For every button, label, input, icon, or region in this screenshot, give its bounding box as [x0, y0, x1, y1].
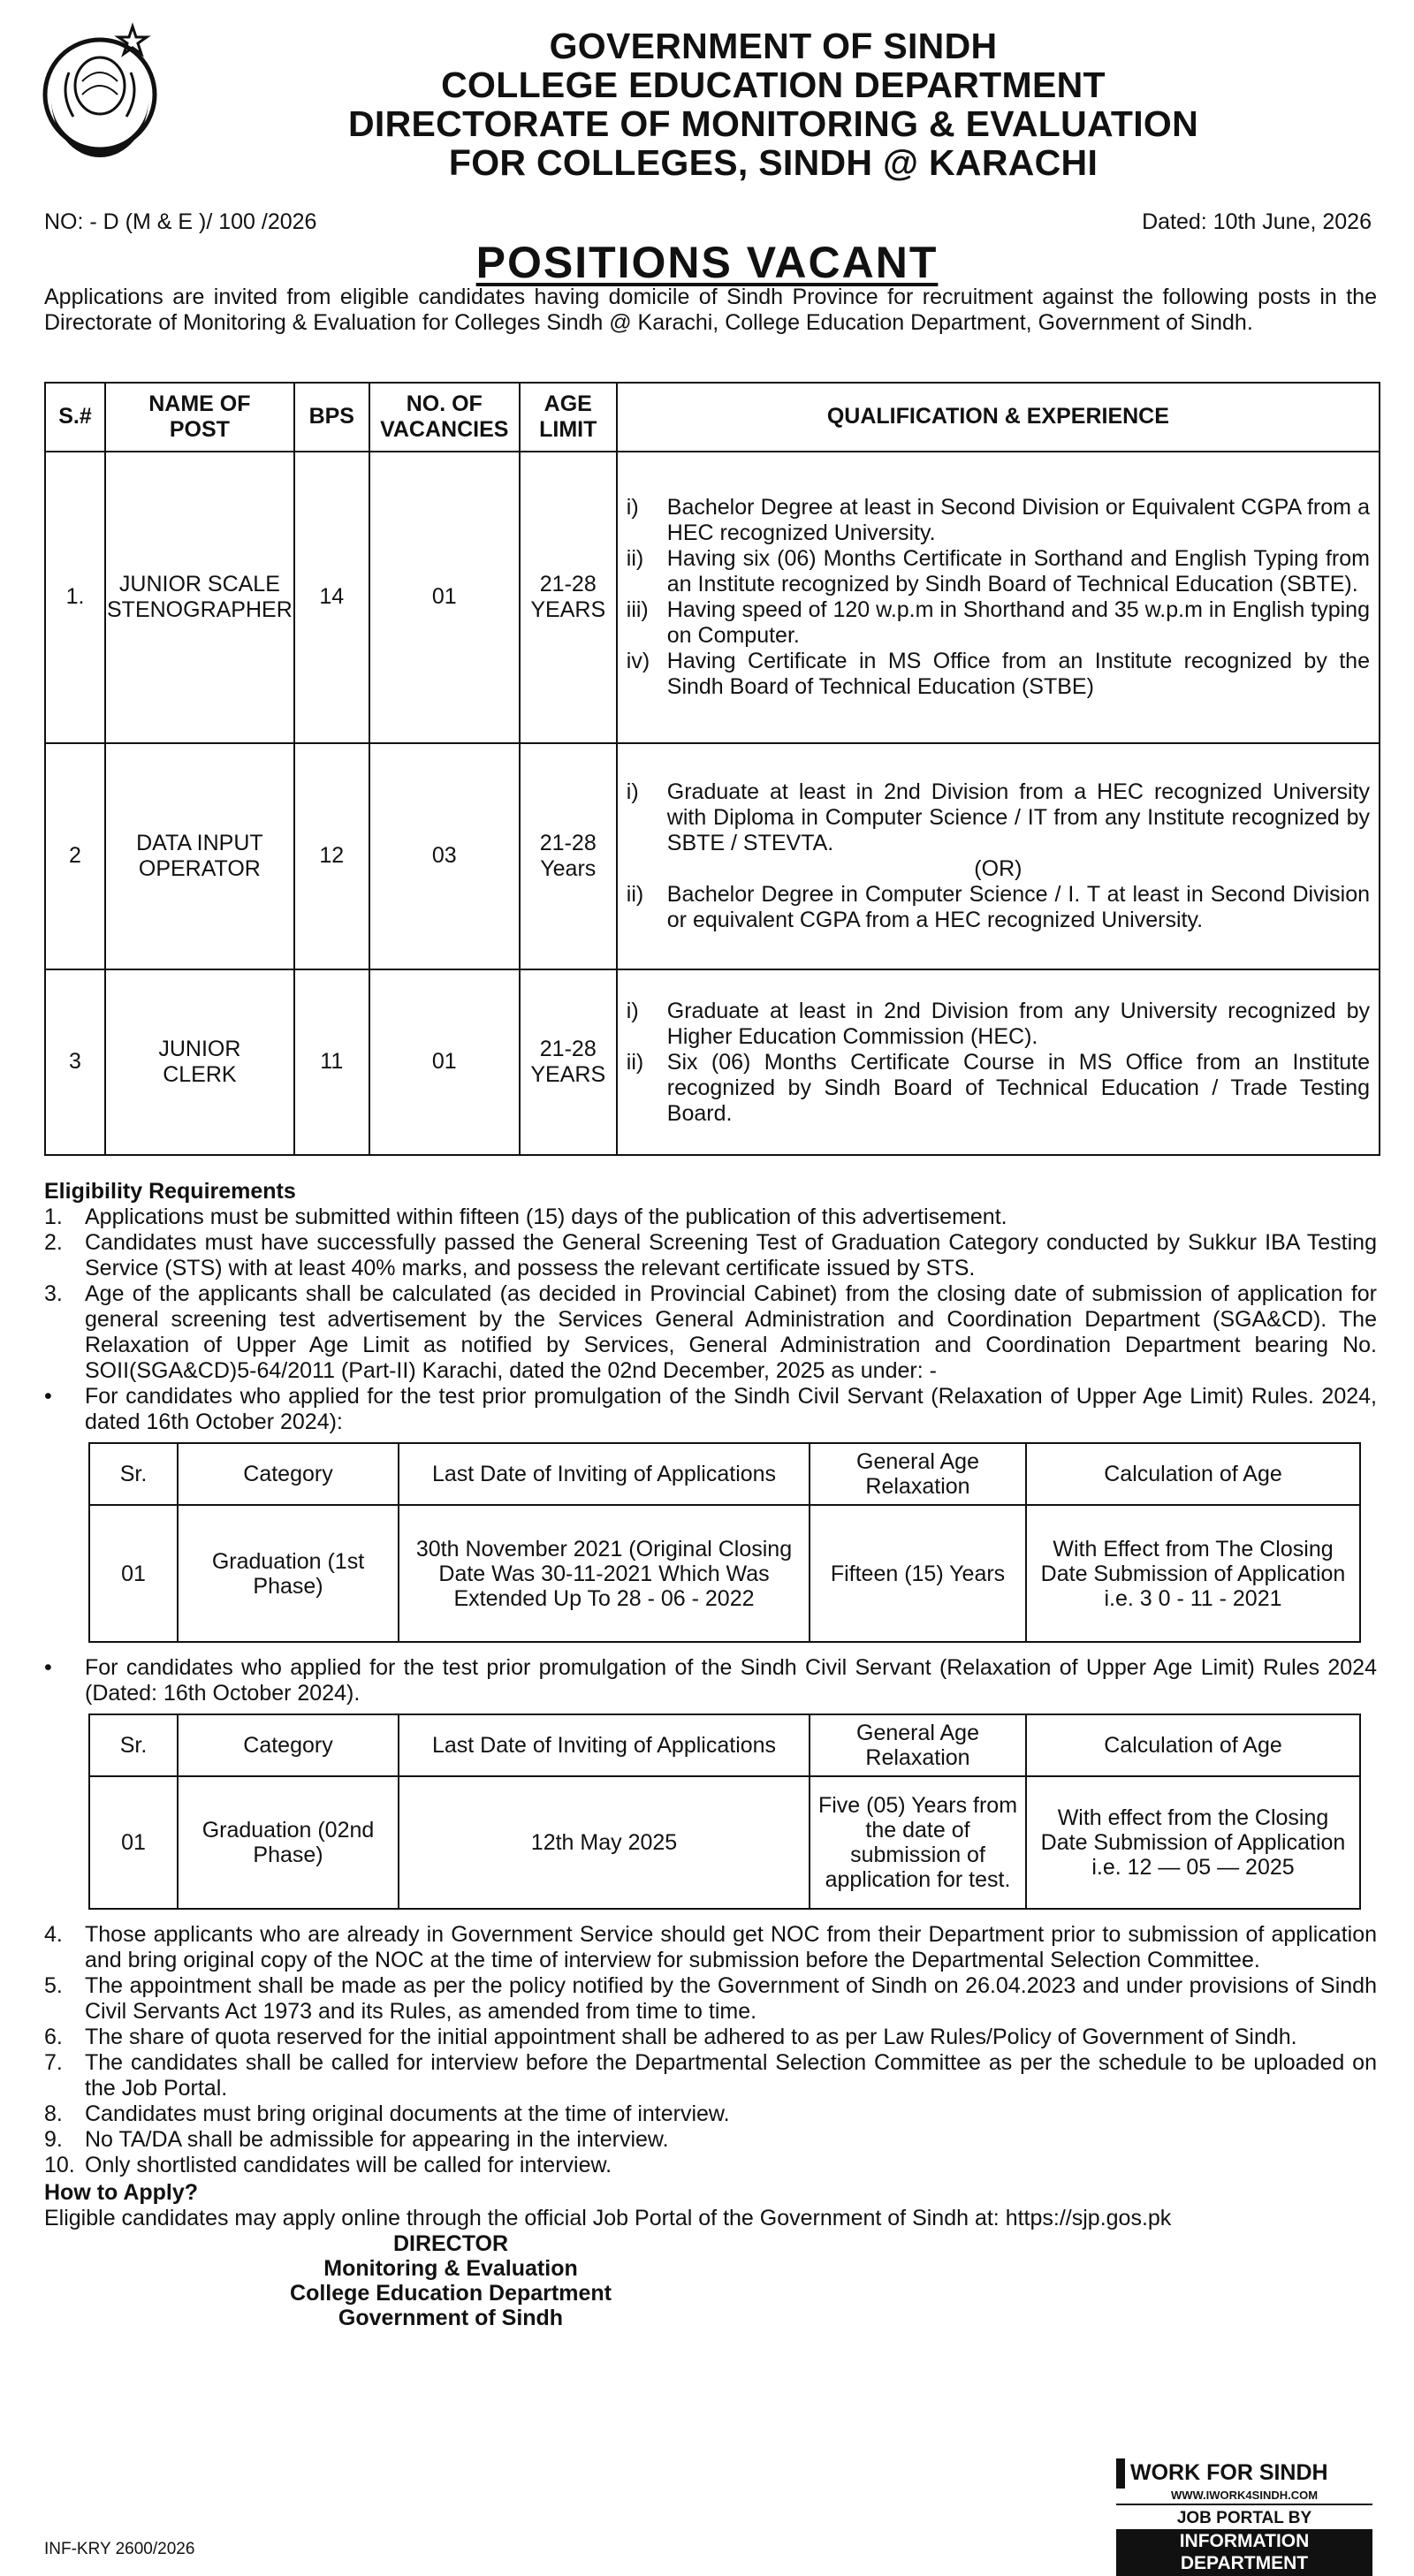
- sn-cell: 3: [45, 969, 105, 1155]
- signature-line: Monitoring & Evaluation: [323, 2256, 578, 2281]
- signature-title: DIRECTOR: [392, 2231, 509, 2256]
- how-to-apply-heading: How to Apply?: [44, 2180, 199, 2205]
- vacancies-cell: 03: [369, 743, 520, 969]
- list-item: 10. Only shortlisted candidates will be called for interview.: [44, 2153, 612, 2177]
- list-item: ii) Having six (06) Months Certificate in Sorthand and English Typing from an Institute recognized by Sindh Board of Technical Education (SBTE).: [626, 546, 1370, 597]
- col-post: NAME OF POST: [105, 383, 294, 452]
- qualification-cell: [617, 743, 1380, 969]
- bullet-item: • For candidates who applied for the test prior promulgation of the Sindh Civil Servant (Relaxation of Upper Age Limit) Rules. 2024, dated 16th October 2024):: [44, 1384, 1377, 1434]
- age-cell: 21-28 YEARS: [520, 969, 617, 1155]
- list-item: iii) Having speed of 120 w.p.m in Shorthand and 35 w.p.m in English typing on Computer.: [626, 597, 1370, 648]
- header-line-1: GOVERNMENT OF SINDH: [549, 26, 998, 66]
- badge-line-2: INFORMATION DEPARTMENT: [1116, 2529, 1372, 2576]
- bps-cell: 14: [294, 452, 369, 743]
- qualification-cell: [617, 969, 1380, 1155]
- age-cell: 21-28 Years: [520, 743, 617, 969]
- signature-line: College Education Department: [290, 2281, 612, 2306]
- age-cell: 21-28 YEARS: [520, 452, 617, 743]
- list-item: 5. The appointment shall be made as per the policy notified by the Government of Sindh on 26.04.2023 and under provisions of Sindh Civil Servants Act 1973 and its Rules, as amended from time to time.: [44, 1973, 1377, 2024]
- col-category: Category: [178, 1443, 399, 1505]
- list-item: 1. Applications must be submitted within fifteen (15) days of the publication of this advertisement.: [44, 1204, 1007, 1229]
- header-line-2: COLLEGE EDUCATION DEPARTMENT: [441, 65, 1106, 105]
- list-item: i) Bachelor Degree at least in Second Division or Equivalent CGPA from a HEC recognized University.: [626, 495, 1370, 545]
- post-cell: JUNIOR CLERK: [105, 969, 294, 1155]
- or-label: (OR): [974, 856, 1022, 881]
- signature-line: Government of Sindh: [338, 2306, 564, 2330]
- list-item: 4. Those applicants who are already in Government Service should get NOC from their Department prior to submission of application and bring original copy of the NOC at the time of interview for submission before the Departmental Selection Committee.: [44, 1922, 1377, 1972]
- post-cell: DATA INPUT OPERATOR: [105, 743, 294, 969]
- list-item: i) Graduate at least in 2nd Division from any University recognized by Higher Education Commission (HEC).: [626, 998, 1370, 1049]
- badge-url: WWW.IWORK4SINDH.COM: [1116, 2489, 1372, 2505]
- how-to-apply-text: Eligible candidates may apply online through the official Job Portal of the Government of Sindh at: https://sjp.gos.pk: [44, 2206, 1172, 2230]
- page-title: POSITIONS VACANT: [475, 238, 939, 287]
- work-for-sindh-badge: [1116, 2458, 1372, 2573]
- list-item: 6. The share of quota reserved for the initial appointment shall be adhered to as per Law Rules/Policy of Government of Sindh.: [44, 2025, 1297, 2049]
- col-age: AGE LIMIT: [520, 383, 617, 452]
- col-age-relaxation: General Age Relaxation: [810, 1443, 1026, 1505]
- col-age-calculation: Calculation of Age: [1026, 1714, 1360, 1776]
- col-age-relaxation: General Age Relaxation: [810, 1714, 1026, 1776]
- sn-cell: 1.: [45, 452, 105, 743]
- list-item: 7. The candidates shall be called for interview before the Departmental Selection Committee as per the schedule to be uploaded on the Job Portal.: [44, 2050, 1377, 2101]
- col-age-calculation: Calculation of Age: [1026, 1443, 1360, 1505]
- col-sr: Sr.: [89, 1443, 178, 1505]
- list-item: iv) Having Certificate in MS Office from an Institute recognized by the Sindh Board of Technical Education (STBE): [626, 649, 1370, 699]
- bps-cell: 12: [294, 743, 369, 969]
- table-header-row: [89, 1714, 1360, 1776]
- col-vacancies: NO. OF VACANCIES: [369, 383, 520, 452]
- header-line-4: FOR COLLEGES, SINDH @ KARACHI: [448, 142, 1099, 183]
- intro-paragraph: Applications are invited from eligible candidates having domicile of Sindh Province for recruitment against the following posts in the Directorate of Monitoring & Evaluation for Colleges Sindh @ Karachi, College Education Department, Government of Sindh.: [44, 285, 1377, 335]
- bullet-item: • For candidates who applied for the test prior promulgation of the Sindh Civil Servant (Relaxation of Upper Age Limit) Rules 2024 (Dated: 16th October 2024).: [44, 1655, 1377, 1706]
- positions-table: [44, 382, 1380, 1156]
- badge-icon: [1116, 2458, 1125, 2489]
- eligibility-section: [44, 1179, 1377, 2330]
- signature-block: [44, 2231, 857, 2330]
- col-qualification: QUALIFICATION & EXPERIENCE: [617, 383, 1380, 452]
- badge-line-1: JOB PORTAL BY: [1176, 2509, 1312, 2528]
- list-item: ii) Six (06) Months Certificate Course in MS Office from an Institute recognized by Sindh Board of Technical Education / Trade Testing Board.: [626, 1049, 1370, 1126]
- footer-id: INF-KRY 2600/2026: [44, 2540, 195, 2558]
- table-row: 01 Graduation (1st Phase) 30th November 2021 (Original Closing Date Was 30-11-2021 Which Was Extended Up To 28 - 06 - 2022 Fifteen (15) Years With Effect from The Closing Date Submission of Application i.e. 3 0 - 11 - 2021: [89, 1505, 1360, 1642]
- advertisement-page: [34, 19, 1380, 2573]
- list-item: 2. Candidates must have successfully passed the General Screening Test of Graduation Category conducted by Sukkur IBA Testing Service (STS) with at least 40% marks, and possess the relevant certificate issued by STS.: [44, 1230, 1377, 1280]
- badge-title: WORK FOR SINDH: [1130, 2460, 1328, 2486]
- vacancies-cell: 01: [369, 969, 520, 1155]
- vacancies-cell: 01: [369, 452, 520, 743]
- table-row: [45, 452, 1380, 743]
- list-item: 3. Age of the applicants shall be calculated (as decided in Provincial Cabinet) from the closing date of submission of application for general screening test advertisement by the Services General Administration and Coordination Department (SGA&CD). The Relaxation of Upper Age Limit as notified by Services, General Administration and Coordination Department bearing No. SOII(SGA&CD)5-64/2011 (Part-II) Karachi, dated the 02nd December, 2025 as under: -: [44, 1281, 1377, 1383]
- col-bps: BPS: [294, 383, 369, 452]
- post-cell: JUNIOR SCALE STENOGRAPHER: [105, 452, 294, 743]
- list-item: i) Graduate at least in 2nd Division from a HEC recognized University with Diploma in Computer Science / IT from any Institute recognized by SBTE / STEVTA.: [626, 779, 1370, 855]
- reference-number: NO: - D (M & E )/ 100 /2026: [44, 209, 317, 234]
- date: Dated: 10th June, 2026: [1142, 209, 1372, 234]
- sn-cell: 2: [45, 743, 105, 969]
- col-category: Category: [178, 1714, 399, 1776]
- table-header-row: [45, 383, 1380, 452]
- bps-cell: 11: [294, 969, 369, 1155]
- list-item: ii) Bachelor Degree in Computer Science / I. T at least in Second Division or equivalent CGPA from a HEC recognized University.: [626, 882, 1370, 932]
- header-line-3: DIRECTORATE OF MONITORING & EVALUATION: [348, 103, 1198, 144]
- list-item: 9. No TA/DA shall be admissible for appearing in the interview.: [44, 2127, 669, 2152]
- age-relaxation-table-1: [88, 1442, 1361, 1643]
- header-title: [166, 27, 1380, 182]
- qualification-cell: [617, 452, 1380, 743]
- col-last-date: Last Date of Inviting of Applications: [399, 1443, 810, 1505]
- col-sn: S.#: [45, 383, 105, 452]
- col-last-date: Last Date of Inviting of Applications: [399, 1714, 810, 1776]
- age-relaxation-table-2: [88, 1714, 1361, 1910]
- table-row: [45, 743, 1380, 969]
- sindh-government-logo: [34, 19, 166, 170]
- list-item: 8. Candidates must bring original documents at the time of interview.: [44, 2101, 730, 2126]
- col-sr: Sr.: [89, 1714, 178, 1776]
- table-row: [45, 969, 1380, 1155]
- table-row: 01 Graduation (02nd Phase) 12th May 2025 Five (05) Years from the date of submission of application for test. With effect from the Closing Date Submission of Application i.e. 12 — 05 — 2025: [89, 1776, 1360, 1909]
- eligibility-heading: Eligibility Requirements: [44, 1179, 296, 1204]
- header: [34, 19, 1380, 209]
- table-header-row: [89, 1443, 1360, 1505]
